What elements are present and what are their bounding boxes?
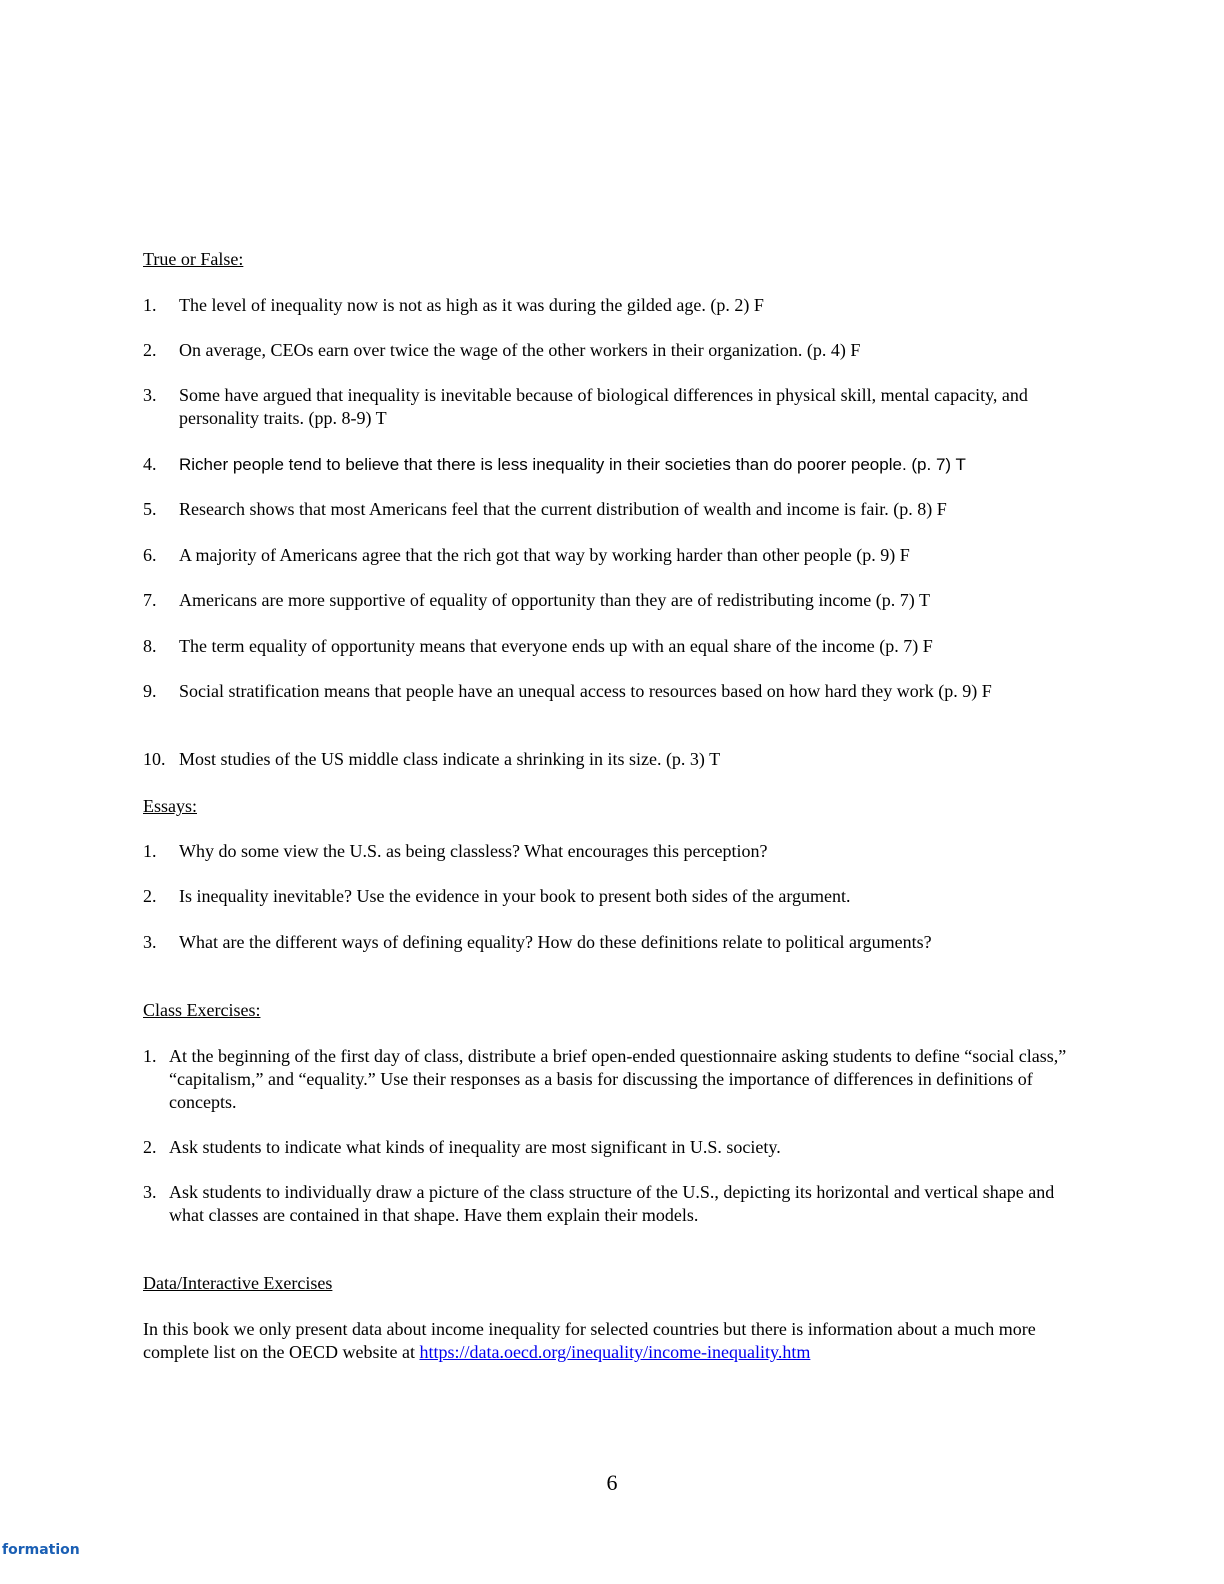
- data-exercises-heading: Data/Interactive Exercises: [143, 1273, 333, 1293]
- true-false-item: [143, 589, 1073, 612]
- class-exercise-item: [143, 1045, 1073, 1114]
- item-text: Richer people tend to believe that there is less inequality in their societies than do poorer people. (p. 7) T: [179, 455, 966, 474]
- item-number: 9.: [143, 681, 157, 701]
- true-false-item: [143, 680, 1073, 703]
- item-text: On average, CEOs earn over twice the wage of the other workers in their organization. (p. 4) F: [179, 340, 861, 360]
- item-text: Ask students to indicate what kinds of inequality are most significant in U.S. society.: [169, 1137, 781, 1157]
- true-false-item: [143, 384, 1073, 430]
- essays-heading: Essays:: [143, 796, 197, 816]
- data-exercises-paragraph: [143, 1318, 1063, 1364]
- class-exercises-heading: Class Exercises:: [143, 1000, 261, 1020]
- item-number: 1.: [143, 841, 157, 861]
- item-number: 8.: [143, 636, 157, 656]
- true-false-item: [143, 453, 1073, 476]
- class-exercise-item: [143, 1136, 1073, 1159]
- item-text: Americans are more supportive of equality of opportunity than they are of redistributing income (p. 7) T: [179, 590, 930, 610]
- footer-tag: formation: [2, 1542, 80, 1558]
- true-false-heading: True or False:: [143, 249, 244, 269]
- true-false-item: [143, 544, 1073, 567]
- item-text: Research shows that most Americans feel that the current distribution of wealth and income is fair. (p. 8) F: [179, 499, 947, 519]
- essay-item: [143, 840, 1073, 863]
- item-text: Social stratification means that people have an unequal access to resources based on how hard they work (p. 9) F: [179, 681, 992, 701]
- item-text: What are the different ways of defining equality? How do these definitions relate to political arguments?: [179, 932, 932, 952]
- item-text: Ask students to individually draw a picture of the class structure of the U.S., depicting its horizontal and vertical shape and what classes are contained in that shape. Have them explain their models.: [169, 1182, 1055, 1225]
- item-number: 2.: [143, 1137, 157, 1157]
- item-number: 3.: [143, 385, 157, 405]
- item-text: The term equality of opportunity means that everyone ends up with an equal share of the income (p. 7) F: [179, 636, 933, 656]
- item-number: 6.: [143, 545, 157, 565]
- item-text: Most studies of the US middle class indicate a shrinking in its size. (p. 3) T: [179, 749, 721, 769]
- page-number: 6: [606, 1470, 618, 1495]
- item-text: At the beginning of the first day of class, distribute a brief open-ended questionnaire asking students to define “social class,” “capitalism,” and “equality.” Use their responses as a basis for discussing the importance of differences in definitions of concepts.: [169, 1046, 1067, 1112]
- item-text: Why do some view the U.S. as being classless? What encourages this perception?: [179, 841, 768, 861]
- item-text: A majority of Americans agree that the rich got that way by working harder than other people (p. 9) F: [179, 545, 910, 565]
- item-text: The level of inequality now is not as high as it was during the gilded age. (p. 2) F: [179, 295, 764, 315]
- item-number: 10.: [143, 749, 166, 769]
- class-exercise-item: [143, 1181, 1073, 1227]
- data-exercises-text: In this book we only present data about income inequality for selected countries but there is information about a much more complete list on the OECD website at: [143, 1319, 1036, 1362]
- item-number: 1.: [143, 295, 157, 315]
- item-number: 1.: [143, 1046, 157, 1066]
- true-false-item: [143, 498, 1073, 521]
- item-text: Some have argued that inequality is inevitable because of biological differences in physical skill, mental capacity, and personality traits. (pp. 8-9) T: [179, 385, 1028, 428]
- item-number: 3.: [143, 1182, 157, 1202]
- true-false-item: [143, 748, 1073, 771]
- item-number: 5.: [143, 499, 157, 519]
- item-number: 7.: [143, 590, 157, 610]
- essay-item: [143, 885, 1073, 908]
- item-number: 4.: [143, 454, 157, 474]
- essay-item: [143, 931, 1073, 954]
- item-number: 2.: [143, 886, 157, 906]
- oecd-link[interactable]: https://data.oecd.org/inequality/income-inequality.htm: [419, 1342, 811, 1362]
- item-text: Is inequality inevitable? Use the evidence in your book to present both sides of the argument.: [179, 886, 851, 906]
- true-false-item: [143, 635, 1073, 658]
- true-false-item: [143, 339, 1073, 362]
- item-number: 2.: [143, 340, 157, 360]
- item-number: 3.: [143, 932, 157, 952]
- true-false-item: [143, 294, 1073, 317]
